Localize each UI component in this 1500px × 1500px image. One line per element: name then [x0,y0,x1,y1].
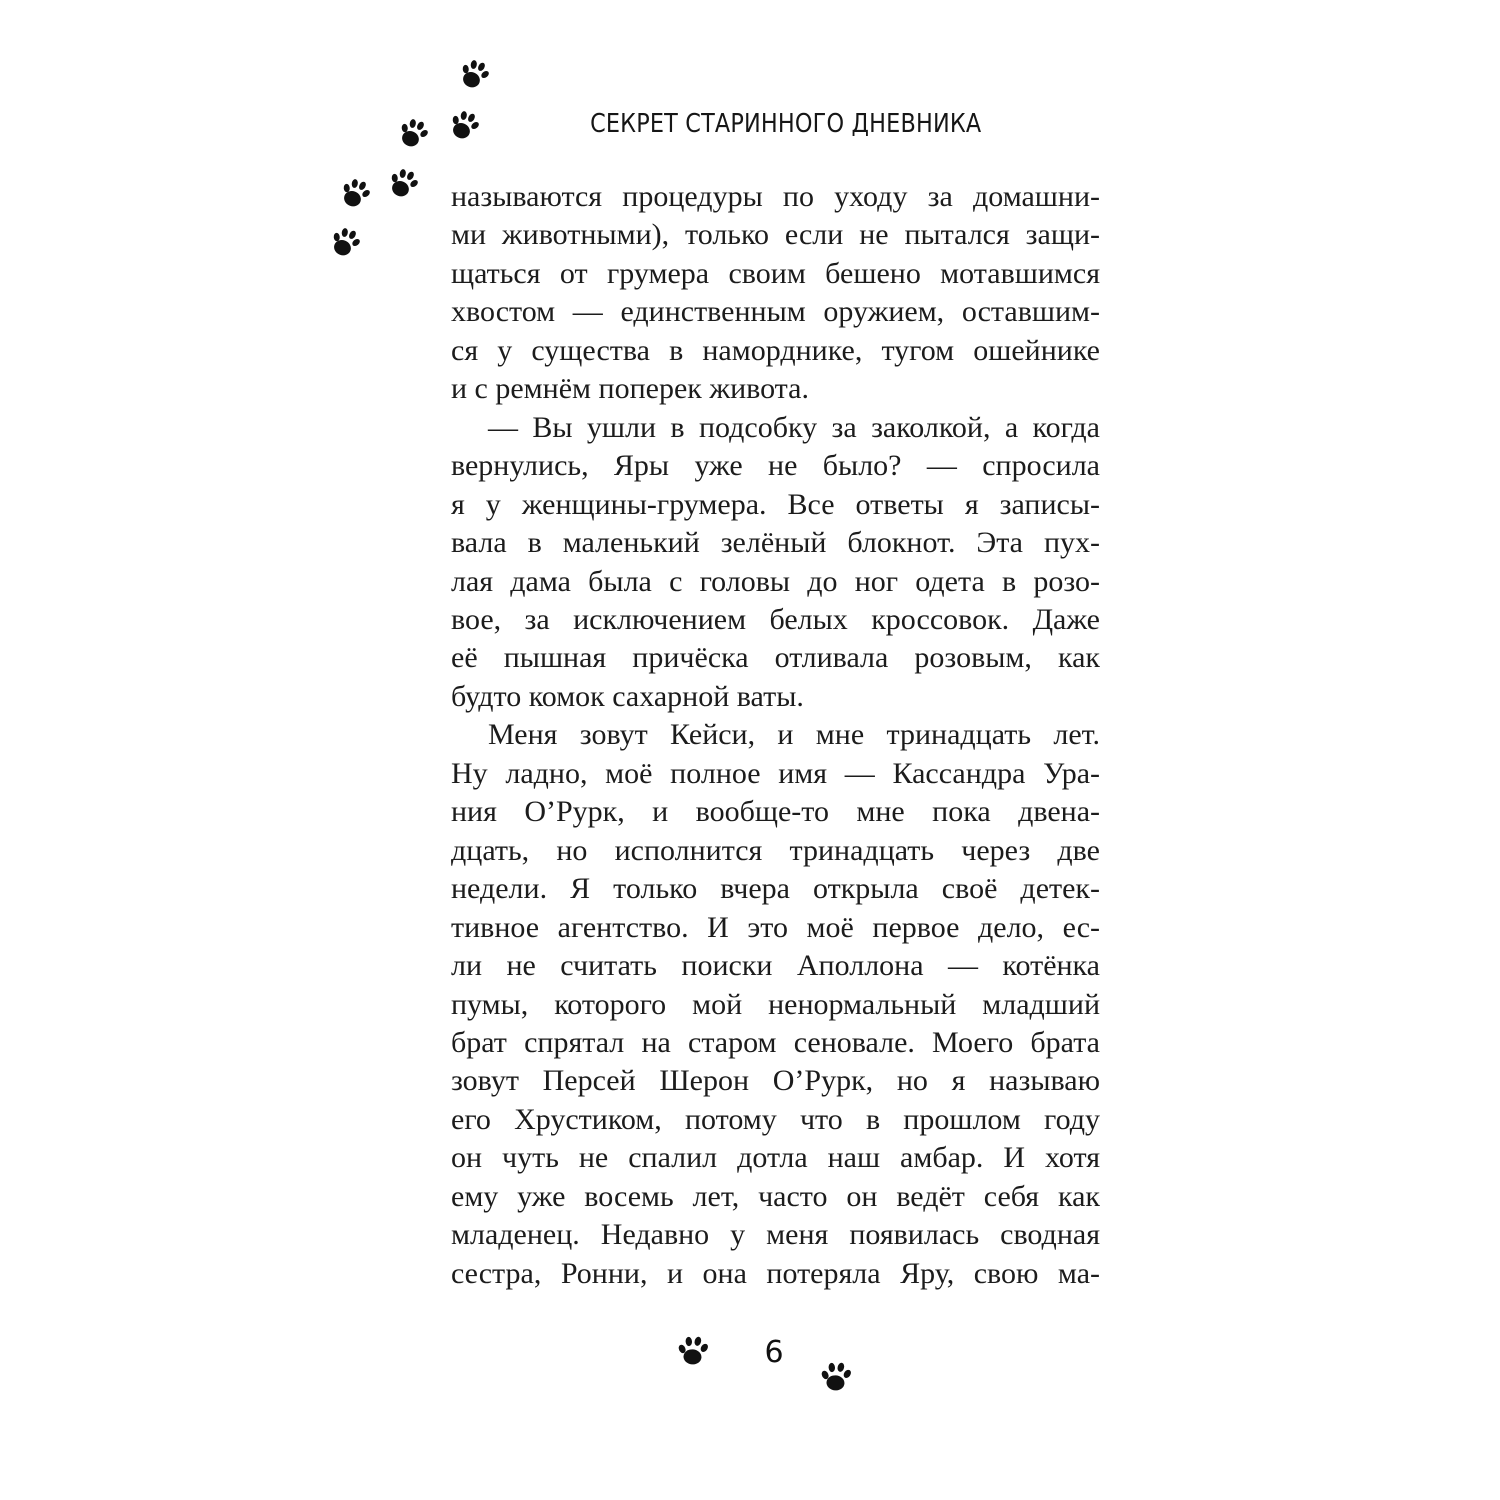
text-line: — Вы ушли в подсобку за заколкой, а когда [488,410,1100,444]
text-line: сестра, Ронни, и она потеряла Яру, свою ма- [451,1256,1100,1290]
text-line: недели. Я только вчера открыла своё детек- [451,872,1100,906]
text-line: ся у существа в наморднике, тугом ошейнике [451,333,1100,367]
paw-print-icon [334,172,380,218]
text-line: вернулись, Яры уже не было? — спросила [451,449,1100,483]
text-line: будто комок сахарной ваты. [451,679,804,713]
text-line: пумы, которого мой ненормальный младший [451,987,1100,1021]
text-line: ему уже восемь лет, часто он ведёт себя как [451,1179,1100,1213]
paw-print-icon [382,162,428,208]
text-line: хвостом — единственным оружием, оставшим- [451,295,1100,329]
text-line: я у женщины-грумера. Все ответы я записы- [451,487,1100,521]
text-line: Меня зовут Кейси, и мне тринадцать лет. [488,718,1100,752]
text-line: ми животными), только если не пытался защи- [451,218,1100,252]
page-number: 6 [764,1335,784,1370]
text-line: щаться от грумера своим бешено мотавшимся [451,256,1100,290]
text-line: он чуть не спалил дотла наш амбар. И хотя [451,1141,1100,1175]
text-line: вала в маленький зелёный блокнот. Эта пух- [451,526,1100,560]
text-line: зовут Персей Шерон О’Рурк, но я называю [451,1064,1100,1098]
text-line: дцать, но исполнится тринадцать через две [451,833,1100,867]
body-text [451,178,1100,1293]
text-line: называются процедуры по уходу за домашни- [451,180,1100,213]
paw-print-icon [324,221,370,267]
running-head-title: СЕКРЕТ СТАРИННОГО ДНЕВНИКА [590,109,982,139]
text-line: её пышная причёска отливала розовым, как [451,641,1100,675]
text-line: лая дама была с головы до ног одета в розо- [451,564,1100,598]
text-line: его Хрустиком, потому что в прошлом году [451,1102,1100,1136]
text-line: вое, за исключением белых кроссовок. Даже [451,602,1100,636]
paw-print-icon [817,1357,856,1396]
text-line: ли не считать поиски Аполлона — котёнка [451,949,1100,983]
paw-print-icon [674,1331,713,1370]
paw-print-icon [392,112,438,158]
paw-print-icon [443,104,489,150]
text-line: ния О’Рурк, и вообще-то мне пока двена- [451,795,1100,829]
text-line: и с ремнём поперек живота. [451,372,809,406]
text-line: тивное агентство. И это моё первое дело, ес- [451,910,1100,944]
text-line: младенец. Недавно у меня появилась сводная [451,1218,1100,1252]
paw-print-icon [453,53,499,99]
text-line: Ну ладно, моё полное имя — Кассандра Ура- [451,756,1100,790]
text-line: брат спрятал на старом сеновале. Моего брата [451,1025,1100,1059]
